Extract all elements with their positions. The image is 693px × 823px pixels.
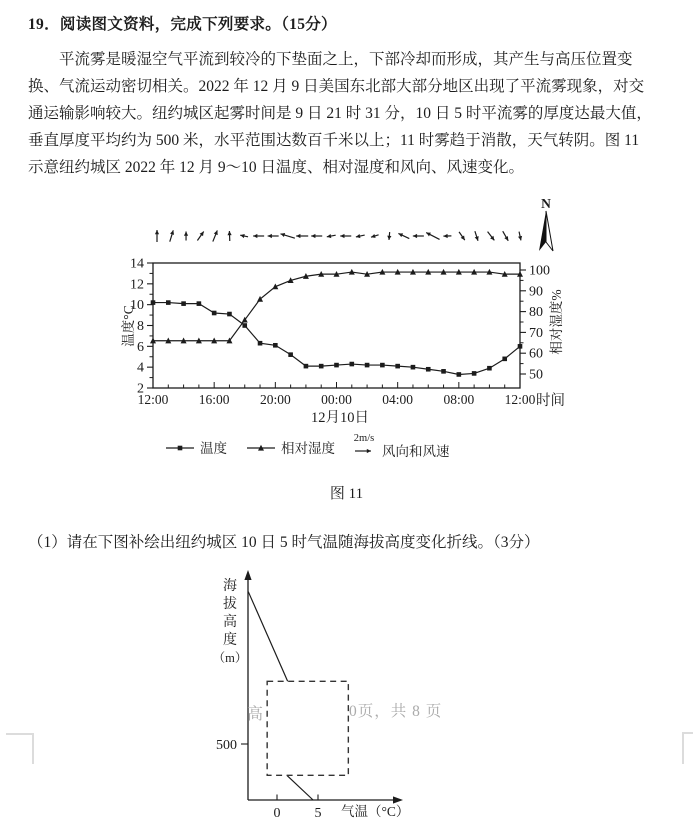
svg-text:20:00: 20:00 bbox=[259, 392, 291, 407]
svg-text:气温（°C）: 气温（°C） bbox=[341, 804, 410, 819]
paragraph-line: 平流雾是暖湿空气平流到较冷的下垫面之上，下部冷却而形成，其产生与高压位置变 bbox=[59, 51, 633, 68]
margin-corner-mark bbox=[682, 732, 693, 764]
svg-text:0: 0 bbox=[273, 806, 281, 821]
svg-text:N: N bbox=[541, 196, 551, 211]
paragraph-line: 示意纽约城区 2022 年 12 月 9～10 日温度、相对湿度和风向、风速变化。 bbox=[28, 159, 525, 176]
svg-text:4: 4 bbox=[137, 360, 144, 376]
svg-text:80: 80 bbox=[529, 305, 543, 321]
svg-text:2: 2 bbox=[137, 381, 144, 397]
svg-text:12月10日: 12月10日 bbox=[311, 410, 369, 426]
svg-text:拔: 拔 bbox=[223, 597, 237, 612]
svg-text:00:00: 00:00 bbox=[321, 392, 352, 407]
svg-text:海: 海 bbox=[223, 579, 237, 594]
svg-text:6: 6 bbox=[137, 339, 144, 355]
svg-text:温度: 温度 bbox=[200, 441, 227, 456]
svg-text:16:00: 16:00 bbox=[198, 392, 230, 407]
paragraph-line: 换、气流运动密切相关。2022 年 12 月 9 日美国东北部大部分地区出现了平流雾现象，对交 bbox=[28, 78, 645, 95]
svg-text:500: 500 bbox=[216, 738, 237, 753]
svg-text:高: 高 bbox=[223, 615, 237, 630]
paragraph-line: 通运输影响较大。纽约城区起雾时间是 9 日 21 时 31 分，10 日 5 时平流雾的厚度达最大值， bbox=[28, 105, 652, 122]
margin-corner-mark bbox=[6, 733, 34, 764]
svg-text:相对湿度: 相对湿度 bbox=[281, 441, 335, 456]
svg-text:100: 100 bbox=[529, 263, 550, 279]
svg-text:（m）: （m） bbox=[212, 651, 248, 665]
question-title: 19．阅读图文资料，完成下列要求。（15分） bbox=[28, 16, 337, 33]
paragraph-line: 垂直厚度平均约为 500 米，水平范围达数百千米以上；11 时雾趋于消散，天气转阴。图 11 bbox=[28, 132, 640, 149]
svg-text:08:00: 08:00 bbox=[443, 392, 475, 407]
svg-text:70: 70 bbox=[529, 325, 543, 341]
svg-text:12:00: 12:00 bbox=[504, 392, 536, 407]
svg-text:90: 90 bbox=[529, 284, 543, 300]
temperature-humidity-wind-chart bbox=[0, 188, 693, 480]
svg-text:50: 50 bbox=[529, 367, 543, 383]
page-footer-fragment: 0页，共 8 页 bbox=[349, 703, 443, 720]
svg-text:10: 10 bbox=[130, 298, 144, 314]
figure-caption: 图 11 bbox=[329, 486, 364, 502]
svg-text:04:00: 04:00 bbox=[382, 392, 414, 407]
svg-text:时间: 时间 bbox=[536, 393, 565, 409]
svg-text:14: 14 bbox=[130, 256, 144, 272]
svg-text:2m/s: 2m/s bbox=[353, 433, 375, 444]
svg-text:60: 60 bbox=[529, 346, 543, 362]
svg-text:度: 度 bbox=[223, 633, 237, 648]
svg-text:风向和风速: 风向和风速 bbox=[382, 444, 450, 459]
svg-text:8: 8 bbox=[137, 319, 144, 334]
svg-text:12:00: 12:00 bbox=[137, 392, 169, 407]
altitude-temperature-chart bbox=[0, 560, 693, 823]
svg-text:5: 5 bbox=[314, 806, 322, 821]
question-paragraph bbox=[28, 46, 676, 181]
svg-text:12: 12 bbox=[130, 277, 144, 293]
page-footer-fragment: 高 bbox=[247, 706, 264, 723]
sub-question-1: （1）请在下图补绘出纽约城区 10 日 5 时气温随海拔高度变化折线。（3分） bbox=[28, 534, 540, 551]
svg-text:温度°C: 温度°C bbox=[121, 305, 136, 347]
svg-text:相对湿度%: 相对湿度% bbox=[549, 289, 564, 355]
